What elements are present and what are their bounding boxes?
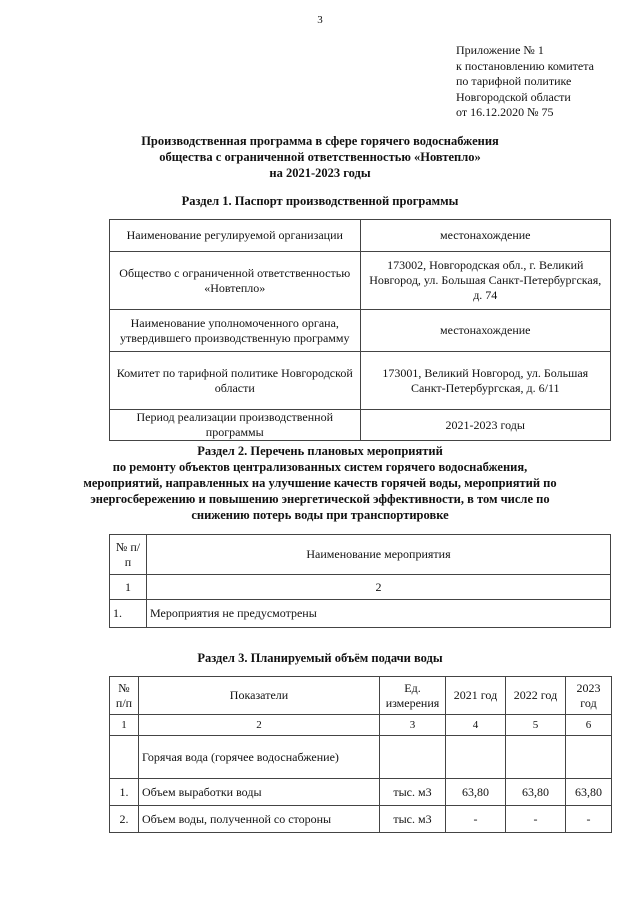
group-label: Горячая вода (горячее водоснабжение) bbox=[139, 736, 380, 779]
column-header: 2021 год bbox=[446, 677, 506, 715]
table-cell bbox=[380, 736, 446, 779]
table-cell: 63,80 bbox=[566, 779, 612, 806]
column-header: Показатели bbox=[139, 677, 380, 715]
table-cell: Наименование уполномоченного органа, утвердившего производственную программу bbox=[110, 310, 361, 352]
title-line: Производственная программа в сфере горячего водоснабжения bbox=[141, 134, 499, 148]
table-cell: 2 bbox=[139, 715, 380, 736]
column-header: 2022 год bbox=[506, 677, 566, 715]
appendix-line: от 16.12.2020 № 75 bbox=[456, 105, 554, 120]
table-cell: 6 bbox=[566, 715, 612, 736]
table-group-row bbox=[110, 736, 612, 779]
table-cell: местонахождение bbox=[360, 310, 611, 352]
table-cell: - bbox=[446, 806, 506, 833]
table-cell: 2 bbox=[147, 575, 611, 600]
column-header: № п/п bbox=[110, 535, 147, 575]
section1-title: Раздел 1. Паспорт производственной программы bbox=[181, 194, 459, 208]
water-volume-table bbox=[109, 676, 612, 833]
title-line: снижению потерь воды при транспортировке bbox=[191, 508, 449, 522]
table-row bbox=[110, 352, 611, 410]
table-cell: Период реализации производственной программы bbox=[110, 410, 361, 441]
page-number: 3 bbox=[317, 14, 323, 26]
table-cell: - bbox=[566, 806, 612, 833]
table-row bbox=[110, 252, 611, 310]
title-line: энергосбережению и повышению энергетической эффективности, в том числе по bbox=[90, 492, 550, 506]
title-line: по ремонту объектов централизованных систем горячего водоснабжения, bbox=[112, 460, 528, 474]
table-cell bbox=[506, 736, 566, 779]
table-cell: 4 bbox=[446, 715, 506, 736]
appendix-line: к постановлению комитета bbox=[456, 58, 594, 73]
appendix-block bbox=[456, 43, 594, 121]
table-index-row bbox=[110, 575, 611, 600]
table-row bbox=[110, 410, 611, 441]
table-header-row bbox=[110, 677, 612, 715]
title-line: мероприятий, направленных на улучшение качеств горячей воды, мероприятий по bbox=[83, 476, 557, 490]
title-line: на 2021-2023 годы bbox=[269, 166, 371, 180]
table-cell: 2021-2023 годы bbox=[360, 410, 611, 441]
table-cell: 2. bbox=[110, 806, 139, 833]
column-header: 2023 год bbox=[566, 677, 612, 715]
table-cell: тыс. м3 bbox=[380, 779, 446, 806]
section3-title: Раздел 3. Планируемый объём подачи воды bbox=[197, 651, 443, 665]
table-cell: 63,80 bbox=[446, 779, 506, 806]
table-cell bbox=[566, 736, 612, 779]
appendix-line: Приложение № 1 bbox=[456, 43, 544, 57]
table-cell: Объем воды, полученной со стороны bbox=[139, 806, 380, 833]
table-cell: Комитет по тарифной политике Новгородской области bbox=[110, 352, 361, 410]
table-header-row bbox=[110, 535, 611, 575]
column-header: Наименование мероприятия bbox=[147, 535, 611, 575]
table-row bbox=[110, 220, 611, 252]
table-cell bbox=[446, 736, 506, 779]
table-cell: 1 bbox=[110, 715, 139, 736]
table-cell: 3 bbox=[380, 715, 446, 736]
table-index-row bbox=[110, 715, 612, 736]
table-cell: Мероприятия не предусмотрены bbox=[147, 600, 611, 628]
table-cell: местонахождение bbox=[360, 220, 611, 252]
document-title bbox=[0, 133, 640, 181]
table-cell: Наименование регулируемой организации bbox=[110, 220, 361, 252]
table-cell bbox=[110, 736, 139, 779]
table-row bbox=[110, 310, 611, 352]
table-row bbox=[110, 806, 612, 833]
passport-table bbox=[109, 219, 611, 441]
table-cell: тыс. м3 bbox=[380, 806, 446, 833]
column-header: Ед. измерения bbox=[380, 677, 446, 715]
table-cell: 5 bbox=[506, 715, 566, 736]
table-cell: 173002, Новгородская обл., г. Великий Новгород, ул. Большая Санкт-Петербургская, д. 74 bbox=[360, 252, 611, 310]
table-cell: Общество с ограниченной ответственностью «Новтепло» bbox=[110, 252, 361, 310]
table-cell: 173001, Великий Новгород, ул. Большая Санкт-Петербургская, д. 6/11 bbox=[360, 352, 611, 410]
column-header: № п/п bbox=[110, 677, 139, 715]
table-cell: 1. bbox=[110, 600, 147, 628]
section2-title bbox=[0, 443, 640, 523]
appendix-line: Новгородской области bbox=[456, 89, 571, 104]
table-row bbox=[110, 779, 612, 806]
title-line: Раздел 2. Перечень плановых мероприятий bbox=[197, 444, 443, 458]
measures-table bbox=[109, 534, 611, 628]
table-cell: 1 bbox=[110, 575, 147, 600]
table-cell: - bbox=[506, 806, 566, 833]
appendix-line: по тарифной политике bbox=[456, 74, 572, 89]
title-line: общества с ограниченной ответственностью «Новтепло» bbox=[159, 150, 481, 164]
table-cell: 1. bbox=[110, 779, 139, 806]
table-row bbox=[110, 600, 611, 628]
table-cell: Объем выработки воды bbox=[139, 779, 380, 806]
table-cell: 63,80 bbox=[506, 779, 566, 806]
